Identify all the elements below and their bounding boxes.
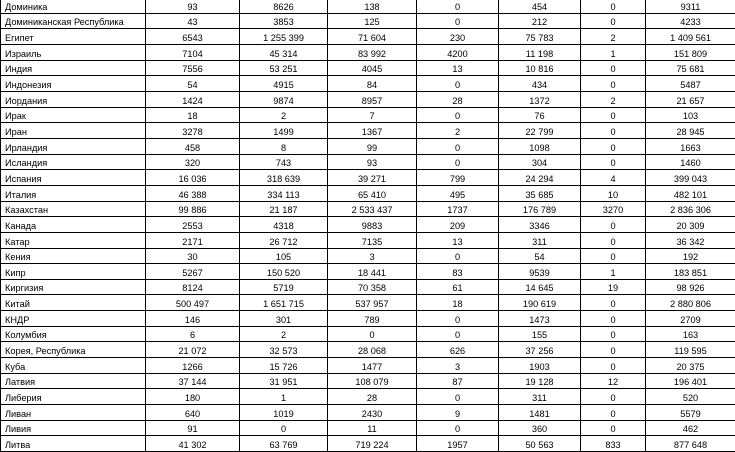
value-cell-col-5: 54: [499, 248, 581, 264]
value-cell-col-1: 6543: [146, 29, 240, 45]
value-cell-col-7: 21 657: [646, 91, 735, 107]
value-cell-col-1: 1266: [146, 358, 240, 374]
value-cell-col-6: 0: [581, 0, 646, 13]
value-cell-col-3: 537 957: [328, 295, 417, 311]
value-cell-col-2: 4915: [240, 76, 328, 92]
value-cell-col-4: 83: [417, 264, 499, 280]
value-cell-col-5: 311: [499, 232, 581, 248]
table-row: [1, 76, 735, 92]
table-row: [1, 44, 735, 60]
value-cell-col-4: 13: [417, 232, 499, 248]
value-cell-col-4: 0: [417, 13, 499, 29]
value-cell-col-5: 1481: [499, 405, 581, 421]
value-cell-col-5: 75 783: [499, 29, 581, 45]
value-cell-col-4: 1737: [417, 201, 499, 217]
country-name-cell: Канада: [1, 217, 146, 233]
country-name-cell: Киргизия: [1, 279, 146, 295]
value-cell-col-3: 99: [328, 138, 417, 154]
country-name-cell: Кипр: [1, 264, 146, 280]
country-name-cell: Литва: [1, 436, 146, 452]
value-cell-col-7: 2 836 306: [646, 201, 735, 217]
value-cell-col-3: 7: [328, 107, 417, 123]
value-cell-col-3: 125: [328, 13, 417, 29]
value-cell-col-6: 12: [581, 373, 646, 389]
value-cell-col-2: 15 726: [240, 358, 328, 374]
value-cell-col-2: 2: [240, 107, 328, 123]
value-cell-col-3: 2 533 437: [328, 201, 417, 217]
value-cell-col-4: 18: [417, 295, 499, 311]
value-cell-col-4: 0: [417, 154, 499, 170]
value-cell-col-7: 28 945: [646, 123, 735, 139]
value-cell-col-1: 99 886: [146, 201, 240, 217]
value-cell-col-6: 10: [581, 185, 646, 201]
value-cell-col-3: 28: [328, 389, 417, 405]
country-name-cell: Иран: [1, 123, 146, 139]
value-cell-col-1: 2171: [146, 232, 240, 248]
value-cell-col-4: 3: [417, 358, 499, 374]
value-cell-col-4: 87: [417, 373, 499, 389]
value-cell-col-4: 28: [417, 91, 499, 107]
value-cell-col-7: 20 309: [646, 217, 735, 233]
value-cell-col-4: 0: [417, 311, 499, 327]
value-cell-col-1: 54: [146, 76, 240, 92]
value-cell-col-6: 0: [581, 358, 646, 374]
value-cell-col-1: 16 036: [146, 170, 240, 186]
value-cell-col-6: 0: [581, 123, 646, 139]
value-cell-col-4: 626: [417, 342, 499, 358]
value-cell-col-1: 180: [146, 389, 240, 405]
value-cell-col-6: 0: [581, 311, 646, 327]
value-cell-col-1: 46 388: [146, 185, 240, 201]
value-cell-col-7: 4233: [646, 13, 735, 29]
value-cell-col-4: 0: [417, 389, 499, 405]
value-cell-col-5: 155: [499, 326, 581, 342]
value-cell-col-1: 21 072: [146, 342, 240, 358]
value-cell-col-5: 24 294: [499, 170, 581, 186]
table-row: [1, 29, 735, 45]
country-name-cell: Иордания: [1, 91, 146, 107]
table-row: [1, 201, 735, 217]
value-cell-col-7: 520: [646, 389, 735, 405]
value-cell-col-4: 2: [417, 123, 499, 139]
value-cell-col-3: 18 441: [328, 264, 417, 280]
value-cell-col-7: 1460: [646, 154, 735, 170]
value-cell-col-7: 20 375: [646, 358, 735, 374]
value-cell-col-7: 399 043: [646, 170, 735, 186]
value-cell-col-6: 0: [581, 295, 646, 311]
value-cell-col-5: 434: [499, 76, 581, 92]
value-cell-col-1: 18: [146, 107, 240, 123]
table-row: [1, 13, 735, 29]
country-name-cell: Доминиканская Республика: [1, 13, 146, 29]
value-cell-col-3: 11: [328, 420, 417, 436]
country-name-cell: Куба: [1, 358, 146, 374]
value-cell-col-1: 30: [146, 248, 240, 264]
value-cell-col-6: 0: [581, 76, 646, 92]
country-name-cell: Египет: [1, 29, 146, 45]
value-cell-col-2: 45 314: [240, 44, 328, 60]
value-cell-col-2: 1 255 399: [240, 29, 328, 45]
table-row: [1, 389, 735, 405]
value-cell-col-3: 3: [328, 248, 417, 264]
value-cell-col-4: 799: [417, 170, 499, 186]
value-cell-col-3: 65 410: [328, 185, 417, 201]
value-cell-col-2: 150 520: [240, 264, 328, 280]
value-cell-col-2: 31 951: [240, 373, 328, 389]
value-cell-col-7: 151 809: [646, 44, 735, 60]
value-cell-col-4: 0: [417, 76, 499, 92]
value-cell-col-3: 2430: [328, 405, 417, 421]
value-cell-col-6: 0: [581, 13, 646, 29]
value-cell-col-2: 5719: [240, 279, 328, 295]
country-name-cell: Катар: [1, 232, 146, 248]
table-row: [1, 138, 735, 154]
table-row: [1, 217, 735, 233]
value-cell-col-7: 1 409 561: [646, 29, 735, 45]
table-row: [1, 326, 735, 342]
value-cell-col-6: 0: [581, 342, 646, 358]
value-cell-col-4: 0: [417, 0, 499, 13]
value-cell-col-5: 311: [499, 389, 581, 405]
value-cell-col-1: 41 302: [146, 436, 240, 452]
table-row: [1, 248, 735, 264]
value-cell-col-7: 98 926: [646, 279, 735, 295]
value-cell-col-3: 108 079: [328, 373, 417, 389]
value-cell-col-1: 93: [146, 0, 240, 13]
value-cell-col-7: 482 101: [646, 185, 735, 201]
value-cell-col-2: 1019: [240, 405, 328, 421]
table-row: [1, 436, 735, 452]
value-cell-col-5: 9539: [499, 264, 581, 280]
table-row: [1, 342, 735, 358]
table-row: [1, 170, 735, 186]
value-cell-col-4: 0: [417, 420, 499, 436]
value-cell-col-6: 0: [581, 326, 646, 342]
value-cell-col-1: 146: [146, 311, 240, 327]
value-cell-col-1: 320: [146, 154, 240, 170]
table-row: [1, 373, 735, 389]
value-cell-col-6: 0: [581, 60, 646, 76]
value-cell-col-5: 454: [499, 0, 581, 13]
value-cell-col-6: 0: [581, 405, 646, 421]
value-cell-col-6: 4: [581, 170, 646, 186]
value-cell-col-5: 76: [499, 107, 581, 123]
value-cell-col-1: 3278: [146, 123, 240, 139]
value-cell-col-7: 192: [646, 248, 735, 264]
value-cell-col-2: 3853: [240, 13, 328, 29]
value-cell-col-6: 0: [581, 420, 646, 436]
country-name-cell: Доминика: [1, 0, 146, 13]
value-cell-col-1: 5267: [146, 264, 240, 280]
value-cell-col-7: 183 851: [646, 264, 735, 280]
table-row: [1, 232, 735, 248]
value-cell-col-7: 196 401: [646, 373, 735, 389]
table-row: [1, 123, 735, 139]
country-name-cell: Кения: [1, 248, 146, 264]
value-cell-col-2: 2: [240, 326, 328, 342]
value-cell-col-2: 8: [240, 138, 328, 154]
table-row: [1, 420, 735, 436]
value-cell-col-3: 719 224: [328, 436, 417, 452]
value-cell-col-2: 53 251: [240, 60, 328, 76]
value-cell-col-5: 1098: [499, 138, 581, 154]
value-cell-col-4: 0: [417, 107, 499, 123]
country-name-cell: Испания: [1, 170, 146, 186]
value-cell-col-2: 26 712: [240, 232, 328, 248]
value-cell-col-3: 28 068: [328, 342, 417, 358]
value-cell-col-6: 2: [581, 91, 646, 107]
value-cell-col-6: 0: [581, 248, 646, 264]
value-cell-col-3: 70 358: [328, 279, 417, 295]
value-cell-col-5: 3346: [499, 217, 581, 233]
country-name-cell: Колумбия: [1, 326, 146, 342]
value-cell-col-3: 84: [328, 76, 417, 92]
value-cell-col-5: 22 799: [499, 123, 581, 139]
value-cell-col-7: 75 681: [646, 60, 735, 76]
country-name-cell: Ирак: [1, 107, 146, 123]
value-cell-col-1: 8124: [146, 279, 240, 295]
value-cell-col-4: 1957: [417, 436, 499, 452]
table-row: [1, 0, 735, 13]
value-cell-col-7: 9311: [646, 0, 735, 13]
value-cell-col-4: 61: [417, 279, 499, 295]
country-name-cell: Ирландия: [1, 138, 146, 154]
value-cell-col-3: 1477: [328, 358, 417, 374]
value-cell-col-2: 301: [240, 311, 328, 327]
value-cell-col-6: 0: [581, 217, 646, 233]
value-cell-col-2: 9874: [240, 91, 328, 107]
value-cell-col-2: 334 113: [240, 185, 328, 201]
country-name-cell: Исландия: [1, 154, 146, 170]
table-body: [1, 0, 735, 452]
value-cell-col-1: 1424: [146, 91, 240, 107]
value-cell-col-6: 0: [581, 107, 646, 123]
country-name-cell: Ливан: [1, 405, 146, 421]
value-cell-col-2: 1: [240, 389, 328, 405]
value-cell-col-6: 1: [581, 44, 646, 60]
country-name-cell: КНДР: [1, 311, 146, 327]
table-row: [1, 154, 735, 170]
table-row: [1, 91, 735, 107]
country-name-cell: Италия: [1, 185, 146, 201]
value-cell-col-5: 1903: [499, 358, 581, 374]
value-cell-col-2: 21 187: [240, 201, 328, 217]
value-cell-col-7: 5487: [646, 76, 735, 92]
table-row: [1, 185, 735, 201]
value-cell-col-6: 0: [581, 232, 646, 248]
value-cell-col-4: 0: [417, 326, 499, 342]
value-cell-col-1: 458: [146, 138, 240, 154]
value-cell-col-5: 14 645: [499, 279, 581, 295]
value-cell-col-5: 50 563: [499, 436, 581, 452]
country-name-cell: Индия: [1, 60, 146, 76]
value-cell-col-3: 8957: [328, 91, 417, 107]
country-name-cell: Китай: [1, 295, 146, 311]
value-cell-col-7: 1663: [646, 138, 735, 154]
value-cell-col-5: 176 789: [499, 201, 581, 217]
country-name-cell: Латвия: [1, 373, 146, 389]
value-cell-col-3: 39 271: [328, 170, 417, 186]
value-cell-col-2: 63 769: [240, 436, 328, 452]
value-cell-col-5: 10 816: [499, 60, 581, 76]
table-row: [1, 311, 735, 327]
table-row: [1, 358, 735, 374]
value-cell-col-1: 7556: [146, 60, 240, 76]
value-cell-col-4: 4200: [417, 44, 499, 60]
value-cell-col-3: 9883: [328, 217, 417, 233]
value-cell-col-5: 35 685: [499, 185, 581, 201]
value-cell-col-4: 495: [417, 185, 499, 201]
value-cell-col-5: 212: [499, 13, 581, 29]
value-cell-col-3: 789: [328, 311, 417, 327]
value-cell-col-5: 1473: [499, 311, 581, 327]
value-cell-col-5: 37 256: [499, 342, 581, 358]
country-name-cell: Казахстан: [1, 201, 146, 217]
value-cell-col-7: 36 342: [646, 232, 735, 248]
value-cell-col-5: 190 619: [499, 295, 581, 311]
value-cell-col-1: 43: [146, 13, 240, 29]
value-cell-col-3: 93: [328, 154, 417, 170]
value-cell-col-1: 37 144: [146, 373, 240, 389]
value-cell-col-6: 1: [581, 264, 646, 280]
value-cell-col-7: 119 595: [646, 342, 735, 358]
table-row: [1, 295, 735, 311]
value-cell-col-6: 19: [581, 279, 646, 295]
value-cell-col-5: 11 198: [499, 44, 581, 60]
value-cell-col-1: 500 497: [146, 295, 240, 311]
value-cell-col-2: 32 573: [240, 342, 328, 358]
value-cell-col-7: 5579: [646, 405, 735, 421]
value-cell-col-1: 91: [146, 420, 240, 436]
value-cell-col-7: 103: [646, 107, 735, 123]
value-cell-col-7: 2709: [646, 311, 735, 327]
value-cell-col-2: 4318: [240, 217, 328, 233]
value-cell-col-4: 13: [417, 60, 499, 76]
table-row: [1, 279, 735, 295]
value-cell-col-7: 877 648: [646, 436, 735, 452]
value-cell-col-6: 0: [581, 138, 646, 154]
value-cell-col-4: 209: [417, 217, 499, 233]
table-row: [1, 107, 735, 123]
value-cell-col-6: 2: [581, 29, 646, 45]
value-cell-col-4: 230: [417, 29, 499, 45]
country-name-cell: Индонезия: [1, 76, 146, 92]
value-cell-col-1: 7104: [146, 44, 240, 60]
country-name-cell: Ливия: [1, 420, 146, 436]
value-cell-col-1: 2553: [146, 217, 240, 233]
country-name-cell: Корея, Республика: [1, 342, 146, 358]
value-cell-col-2: 105: [240, 248, 328, 264]
value-cell-col-3: 83 992: [328, 44, 417, 60]
table-row: [1, 264, 735, 280]
value-cell-col-6: 3270: [581, 201, 646, 217]
table-row: [1, 60, 735, 76]
value-cell-col-5: 360: [499, 420, 581, 436]
value-cell-col-4: 9: [417, 405, 499, 421]
value-cell-col-4: 0: [417, 138, 499, 154]
value-cell-col-5: 304: [499, 154, 581, 170]
value-cell-col-6: 0: [581, 389, 646, 405]
value-cell-col-3: 1367: [328, 123, 417, 139]
value-cell-col-6: 833: [581, 436, 646, 452]
value-cell-col-5: 19 128: [499, 373, 581, 389]
country-name-cell: Либерия: [1, 389, 146, 405]
value-cell-col-2: 0: [240, 420, 328, 436]
value-cell-col-2: 1499: [240, 123, 328, 139]
value-cell-col-3: 7135: [328, 232, 417, 248]
value-cell-col-7: 462: [646, 420, 735, 436]
value-cell-col-2: 1 651 715: [240, 295, 328, 311]
value-cell-col-7: 163: [646, 326, 735, 342]
value-cell-col-1: 640: [146, 405, 240, 421]
value-cell-col-5: 1372: [499, 91, 581, 107]
value-cell-col-2: 318 639: [240, 170, 328, 186]
value-cell-col-1: 6: [146, 326, 240, 342]
value-cell-col-6: 0: [581, 154, 646, 170]
value-cell-col-3: 4045: [328, 60, 417, 76]
value-cell-col-7: 2 880 806: [646, 295, 735, 311]
value-cell-col-2: 743: [240, 154, 328, 170]
value-cell-col-2: 8626: [240, 0, 328, 13]
value-cell-col-4: 0: [417, 248, 499, 264]
value-cell-col-3: 138: [328, 0, 417, 13]
value-cell-col-3: 71 604: [328, 29, 417, 45]
value-cell-col-3: 0: [328, 326, 417, 342]
country-name-cell: Израиль: [1, 44, 146, 60]
